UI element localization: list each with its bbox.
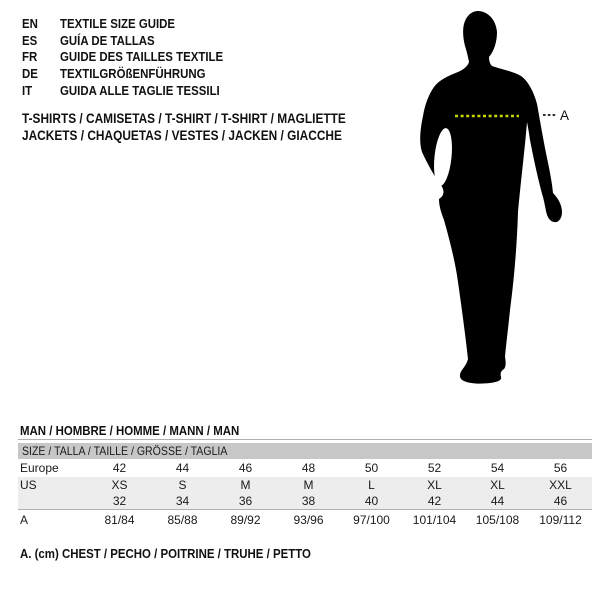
cell: L [368, 478, 375, 492]
cell: 105/108 [475, 512, 520, 527]
cell: 36 [238, 494, 253, 508]
measurement-footnote: A. (cm) CHEST / PECHO / POITRINE / TRUHE / PETTO [20, 546, 311, 561]
row-label: US [20, 478, 37, 492]
table-header [18, 443, 592, 459]
cell: 34 [175, 494, 190, 508]
cell: 40 [364, 494, 379, 508]
cell: M [303, 478, 314, 492]
cell: 56 [553, 461, 568, 475]
cell: XL [427, 478, 442, 492]
language-code: EN [22, 15, 38, 31]
man-silhouette [420, 11, 562, 384]
cell: 54 [490, 461, 505, 475]
language-label: GUÍA DE TALLAS [60, 32, 155, 48]
cell: 81/84 [104, 512, 135, 527]
cell: M [240, 478, 251, 492]
cell: 46 [553, 494, 568, 508]
language-label: TEXTILGRÖßENFÜHRUNG [60, 65, 206, 81]
row-label: A [20, 512, 29, 527]
size-table [18, 439, 592, 529]
cell: S [178, 478, 187, 492]
language-label: GUIDA ALLE TAGLIE TESSILI [60, 82, 220, 98]
cell: 85/88 [167, 512, 198, 527]
table-top-rule [18, 439, 592, 440]
cell: 109/112 [539, 512, 582, 527]
cell: 101/104 [412, 512, 457, 527]
cell: 46 [238, 461, 253, 475]
language-code: IT [22, 82, 33, 98]
category-tshirts: T-SHIRTS / CAMISETAS / T-SHIRT / T-SHIRT / MAGLIETTE [22, 111, 346, 126]
language-code: DE [22, 65, 38, 81]
language-label: GUIDE DES TAILLES TEXTILE [60, 49, 224, 65]
cell: XS [111, 478, 128, 492]
cell: 52 [427, 461, 442, 475]
row-label: Europe [20, 461, 59, 475]
cell: 42 [112, 461, 127, 475]
cell: 48 [301, 461, 316, 475]
cell: 50 [364, 461, 379, 475]
language-code: ES [22, 32, 38, 48]
cell: 32 [112, 494, 127, 508]
table-row-chest [18, 510, 592, 529]
cell: 38 [301, 494, 316, 508]
language-code: FR [22, 49, 38, 65]
cell: XL [490, 478, 505, 492]
table-header-label: SIZE / TALLA / TAILLE / GRÖSSE / TAGLIA [22, 444, 228, 458]
table-row-us [18, 477, 592, 493]
cell: 42 [427, 494, 442, 508]
language-label: TEXTILE SIZE GUIDE [60, 15, 176, 31]
measure-label-a: A [560, 108, 570, 123]
cell: 97/100 [353, 512, 390, 527]
table-row-us-numeric [18, 493, 592, 509]
cell: XXL [549, 478, 572, 492]
table-row-europe [18, 459, 592, 477]
cell: 89/92 [230, 512, 261, 527]
section-title: MAN / HOMBRE / HOMME / MANN / MAN [20, 423, 240, 438]
category-jackets: JACKETS / CHAQUETAS / VESTES / JACKEN / GIACCHE [22, 128, 342, 143]
cell: 44 [490, 494, 505, 508]
cell: 44 [175, 461, 190, 475]
cell: 93/96 [293, 512, 324, 527]
